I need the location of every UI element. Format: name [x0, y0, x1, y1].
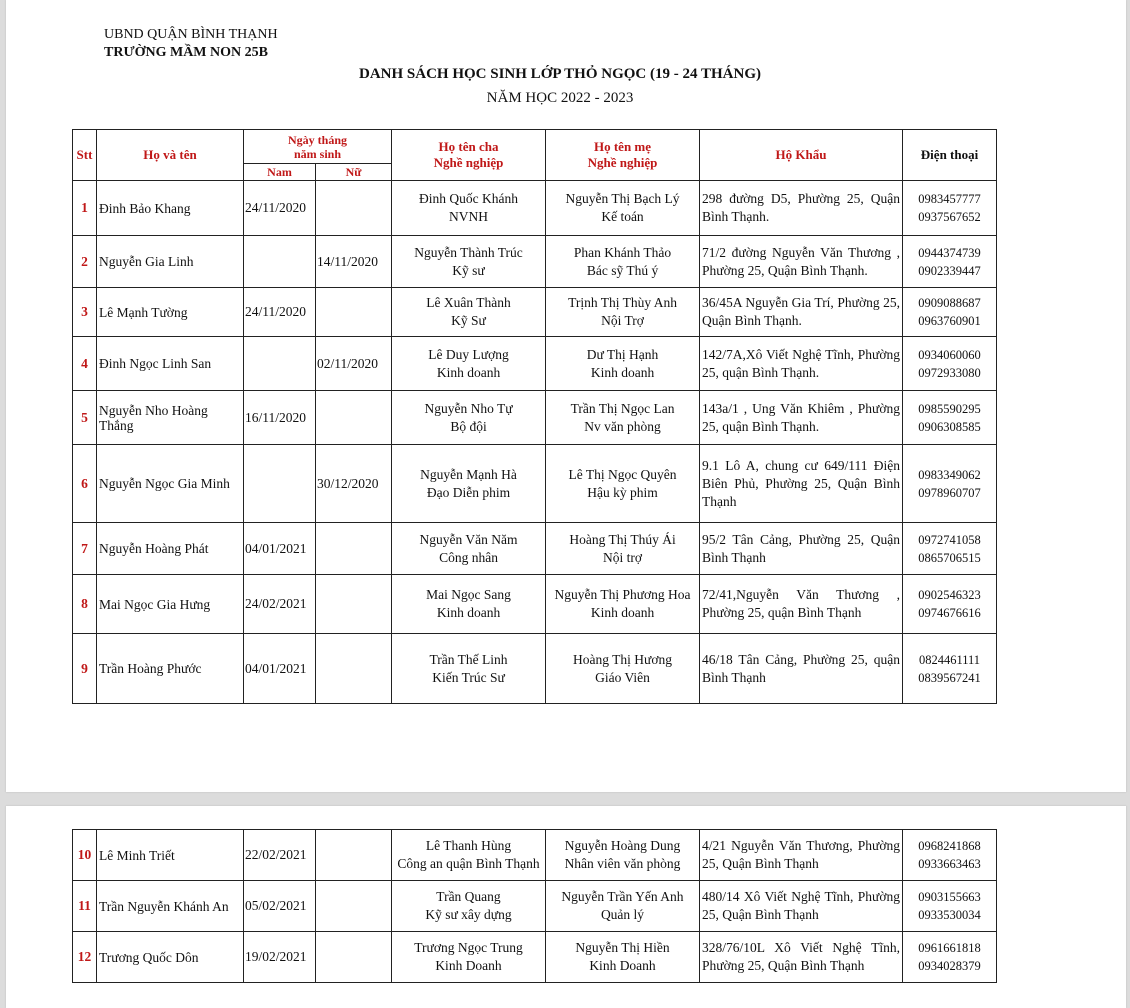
father-name: Mai Ngọc Sang [426, 587, 511, 602]
dob-male [244, 337, 316, 391]
father-cell [392, 445, 546, 523]
father-job: Kinh doanh [436, 605, 501, 620]
mother-cell [546, 932, 700, 983]
dob-female: 14/11/2020 [316, 236, 392, 288]
mother-cell [546, 288, 700, 337]
mother-job: Nhân viên văn phòng [564, 856, 681, 871]
table-row [73, 337, 997, 391]
dob-male: 24/11/2020 [244, 288, 316, 337]
column-header-stt: Stt [73, 130, 97, 181]
dob-female [316, 181, 392, 236]
row-stt: 11 [73, 881, 97, 932]
phone-cell [903, 236, 997, 288]
phone-cell [903, 881, 997, 932]
table-row [73, 236, 997, 288]
student-name: Nguyễn Gia Linh [97, 236, 244, 288]
school-year: NĂM HỌC 2022 - 2023 [486, 90, 634, 106]
row-stt: 5 [73, 391, 97, 445]
mother-job: Kế toán [601, 209, 644, 224]
phone-secondary: 0972933080 [918, 365, 981, 380]
dob-label-line1: Ngày tháng [288, 132, 348, 147]
phone-cell [903, 181, 997, 236]
father-job: NVNH [449, 209, 489, 224]
mother-job: Kinh Doanh [589, 958, 656, 973]
dob-male: 19/02/2021 [244, 932, 316, 983]
address: 46/18 Tân Cảng, Phường 25, quận Bình Thạnh [700, 634, 903, 704]
row-stt: 2 [73, 236, 97, 288]
phone-cell [903, 445, 997, 523]
father-name: Nguyễn Mạnh Hà [420, 466, 517, 482]
mother-cell [546, 445, 700, 523]
phone-secondary: 0839567241 [918, 670, 981, 685]
mother-job: Bác sỹ Thú ý [586, 262, 659, 278]
table-row [73, 932, 997, 983]
father-job: Kỹ sư xây dựng [425, 907, 512, 922]
mother-cell [546, 830, 700, 881]
mother-label-line2: Nghề nghiệp [587, 155, 658, 170]
phone-cell [903, 932, 997, 983]
row-stt: 10 [73, 830, 97, 881]
dob-male: 16/11/2020 [244, 391, 316, 445]
dob-female [316, 288, 392, 337]
address: 95/2 Tân Cảng, Phường 25, Quận Bình Thạnh [700, 523, 903, 575]
father-job: Công nhân [439, 549, 498, 565]
father-label-line1: Họ tên cha [438, 139, 499, 154]
address: 298 đường D5, Phường 25, Quận Bình Thạnh. [700, 181, 903, 236]
mother-job: Nội Trợ [601, 313, 644, 328]
table-row [73, 288, 997, 337]
student-name: Lê Mạnh Tường [97, 288, 244, 337]
row-stt: 9 [73, 634, 97, 704]
dob-male: 22/02/2021 [244, 830, 316, 881]
mother-cell [546, 634, 700, 704]
phone-cell [903, 288, 997, 337]
mother-job: Giáo Viên [595, 669, 650, 685]
dob-female [316, 634, 392, 704]
father-cell [392, 830, 546, 881]
father-cell [392, 523, 546, 575]
father-cell [392, 932, 546, 983]
table-row [73, 881, 997, 932]
phone-cell [903, 575, 997, 634]
row-stt: 1 [73, 181, 97, 236]
father-cell [392, 881, 546, 932]
mother-name: Phan Khánh Thảo [573, 244, 672, 260]
mother-job: Kinh doanh [590, 605, 655, 620]
column-header-female: Nữ [316, 164, 392, 181]
phone-cell [903, 391, 997, 445]
father-name: Nguyễn Nho Tự [424, 400, 513, 416]
mother-name: Hoàng Thị Hương [573, 651, 672, 667]
father-name: Trần Thế Linh [429, 651, 508, 667]
student-name: Đinh Bảo Khang [97, 181, 244, 236]
mother-job: Kinh doanh [590, 364, 655, 380]
phone-secondary: 0934028379 [918, 959, 981, 973]
student-name: Trần Hoàng Phước [97, 634, 244, 704]
dob-label-line2: năm sinh [293, 146, 342, 161]
mother-name: Nguyễn Thị Phương Hoa [554, 587, 691, 602]
mother-cell [546, 523, 700, 575]
mother-name: Lê Thị Ngọc Quyên [568, 466, 677, 482]
mother-job: Nội trợ [603, 549, 643, 565]
address: 328/76/10L Xô Viết Nghệ Tĩnh, Phường 25, Quận Bình Thạnh [700, 932, 903, 983]
mother-label-line1: Họ tên mẹ [593, 139, 652, 154]
column-header-father [392, 130, 546, 181]
table-row [73, 575, 997, 634]
father-name: Trần Quang [436, 889, 501, 904]
dob-male [244, 236, 316, 288]
phone-primary: 0983457777 [918, 192, 981, 206]
phone-primary: 0961661818 [918, 941, 981, 955]
table-row [73, 634, 997, 704]
dob-female [316, 575, 392, 634]
dob-male: 05/02/2021 [244, 881, 316, 932]
dob-female [316, 523, 392, 575]
mother-cell [546, 236, 700, 288]
dob-male: 04/01/2021 [244, 634, 316, 704]
mother-cell [546, 881, 700, 932]
district-name: UBND QUẬN BÌNH THẠNH [104, 27, 278, 42]
mother-name: Trần Thị Ngọc Lan [570, 400, 675, 416]
phone-primary: 0824461111 [918, 652, 981, 667]
mother-name: Dư Thị Hạnh [586, 346, 659, 362]
student-name: Đinh Ngọc Linh San [97, 337, 244, 391]
address: 142/7A,Xô Viết Nghệ Tĩnh, Phường 25, quận Bình Thạnh. [700, 337, 903, 391]
document-page-2 [6, 806, 1126, 1008]
father-cell [392, 337, 546, 391]
mother-name: Trịnh Thị Thùy Anh [568, 295, 677, 310]
table-row [73, 391, 997, 445]
phone-secondary: 0906308585 [918, 419, 981, 434]
student-name: Mai Ngọc Gia Hưng [97, 575, 244, 634]
phone-secondary: 0865706515 [918, 550, 981, 565]
student-name: Nguyễn Ngọc Gia Minh [97, 445, 244, 523]
phone-secondary: 0902339447 [918, 263, 981, 278]
student-name: Nguyễn Hoàng Phát [97, 523, 244, 575]
address: 480/14 Xô Viết Nghệ Tĩnh, Phường 25, Quận Bình Thạnh [700, 881, 903, 932]
document-title: DANH SÁCH HỌC SINH LỚP THỎ NGỌC (19 - 24 THÁNG) [359, 66, 761, 82]
father-label-line2: Nghề nghiệp [433, 155, 504, 170]
phone-primary: 0944374739 [918, 245, 981, 260]
phone-primary: 0909088687 [918, 296, 981, 310]
row-stt: 7 [73, 523, 97, 575]
student-table-continued [72, 829, 997, 983]
table-row [73, 523, 997, 575]
father-cell [392, 181, 546, 236]
mother-cell [546, 181, 700, 236]
row-stt: 3 [73, 288, 97, 337]
father-job: Kỹ sư [452, 262, 485, 278]
father-job: Kinh doanh [436, 364, 501, 380]
organization-header [104, 26, 278, 62]
father-job: Kiến Trúc Sư [432, 669, 505, 685]
father-name: Lê Thanh Hùng [425, 838, 512, 853]
column-header-phone: Điện thoại [903, 130, 997, 181]
mother-name: Nguyễn Hoàng Dung [564, 838, 681, 853]
document-page-1 [6, 0, 1126, 792]
dob-male: 24/02/2021 [244, 575, 316, 634]
table-body-page-1 [73, 181, 997, 704]
dob-male [244, 445, 316, 523]
dob-female [316, 932, 392, 983]
phone-cell [903, 523, 997, 575]
phone-primary: 0972741058 [918, 532, 981, 547]
phone-primary: 0968241868 [918, 839, 981, 853]
phone-primary: 0902546323 [918, 588, 981, 602]
column-header-mother [546, 130, 700, 181]
mother-cell [546, 337, 700, 391]
phone-primary: 0983349062 [918, 467, 981, 482]
address: 36/45A Nguyễn Gia Trí, Phường 25, Quận Bình Thạnh. [700, 288, 903, 337]
address: 9.1 Lô A, chung cư 649/111 Điện Biên Phủ, Phường 25, Quận Bình Thạnh [700, 445, 903, 523]
phone-primary: 0903155663 [918, 890, 981, 904]
mother-name: Nguyễn Thị Hiền [575, 940, 670, 955]
address: 72/41,Nguyễn Văn Thương , Phường 25, quận Bình Thạnh [700, 575, 903, 634]
address: 71/2 đường Nguyễn Văn Thương , Phường 25, Quận Bình Thạnh. [700, 236, 903, 288]
father-job: Kỹ Sư [451, 313, 486, 328]
address: 143a/1 , Ung Văn Khiêm , Phường 25, quận Bình Thạnh. [700, 391, 903, 445]
father-name: Nguyễn Thành Trúc [414, 244, 523, 260]
student-name: Trương Quốc Dôn [97, 932, 244, 983]
school-name: TRƯỜNG MẦM NON 25B [104, 45, 268, 60]
mother-cell [546, 391, 700, 445]
mother-name: Nguyễn Trần Yến Anh [561, 889, 684, 904]
mother-name: Nguyễn Thị Bạch Lý [565, 191, 680, 206]
mother-cell [546, 575, 700, 634]
dob-male: 24/11/2020 [244, 181, 316, 236]
dob-female [316, 881, 392, 932]
father-job: Công an quận Bình Thạnh [397, 856, 540, 871]
column-header-male: Nam [244, 164, 316, 181]
column-header-name: Họ và tên [97, 130, 244, 181]
address: 4/21 Nguyễn Văn Thương, Phường 25, Quận Bình Thạnh [700, 830, 903, 881]
father-job: Bộ đội [450, 418, 487, 434]
dob-female [316, 391, 392, 445]
student-table [72, 129, 997, 704]
phone-cell [903, 337, 997, 391]
table-row [73, 181, 997, 236]
father-cell [392, 288, 546, 337]
phone-primary: 0985590295 [918, 401, 981, 416]
phone-secondary: 0974676616 [918, 606, 981, 620]
father-name: Trương Ngọc Trung [414, 940, 523, 955]
father-name: Nguyễn Văn Năm [419, 531, 518, 547]
row-stt: 12 [73, 932, 97, 983]
dob-male: 04/01/2021 [244, 523, 316, 575]
father-cell [392, 575, 546, 634]
phone-cell [903, 634, 997, 704]
father-cell [392, 634, 546, 704]
father-job: Kinh Doanh [435, 958, 502, 973]
dob-female: 30/12/2020 [316, 445, 392, 523]
father-name: Lê Duy Lượng [428, 346, 509, 362]
mother-name: Hoàng Thị Thúy Ái [569, 531, 676, 547]
table-row [73, 830, 997, 881]
column-header-dob [244, 130, 392, 164]
father-cell [392, 236, 546, 288]
table-row [73, 445, 997, 523]
phone-secondary: 0978960707 [918, 485, 981, 500]
father-job: Đạo Diễn phim [426, 484, 511, 500]
student-name: Nguyễn Nho Hoàng Thắng [97, 391, 244, 445]
dob-female [316, 830, 392, 881]
mother-job: Quản lý [600, 907, 645, 922]
mother-job: Hậu kỳ phim [587, 484, 658, 500]
phone-secondary: 0933663463 [918, 857, 981, 871]
phone-secondary: 0963760901 [918, 314, 981, 328]
father-cell [392, 391, 546, 445]
mother-job: Nv văn phòng [584, 418, 661, 434]
phone-secondary: 0933530034 [918, 908, 981, 922]
phone-cell [903, 830, 997, 881]
table-body-page-2 [73, 830, 997, 983]
student-name: Trần Nguyễn Khánh An [97, 881, 244, 932]
row-stt: 6 [73, 445, 97, 523]
row-stt: 4 [73, 337, 97, 391]
father-name: Đinh Quốc Khánh [419, 191, 518, 206]
phone-secondary: 0937567652 [918, 210, 981, 224]
row-stt: 8 [73, 575, 97, 634]
column-header-address: Hộ Khẩu [700, 130, 903, 181]
student-name: Lê Minh Triết [97, 830, 244, 881]
phone-primary: 0934060060 [918, 347, 981, 362]
father-name: Lê Xuân Thành [426, 295, 511, 310]
dob-female: 02/11/2020 [316, 337, 392, 391]
